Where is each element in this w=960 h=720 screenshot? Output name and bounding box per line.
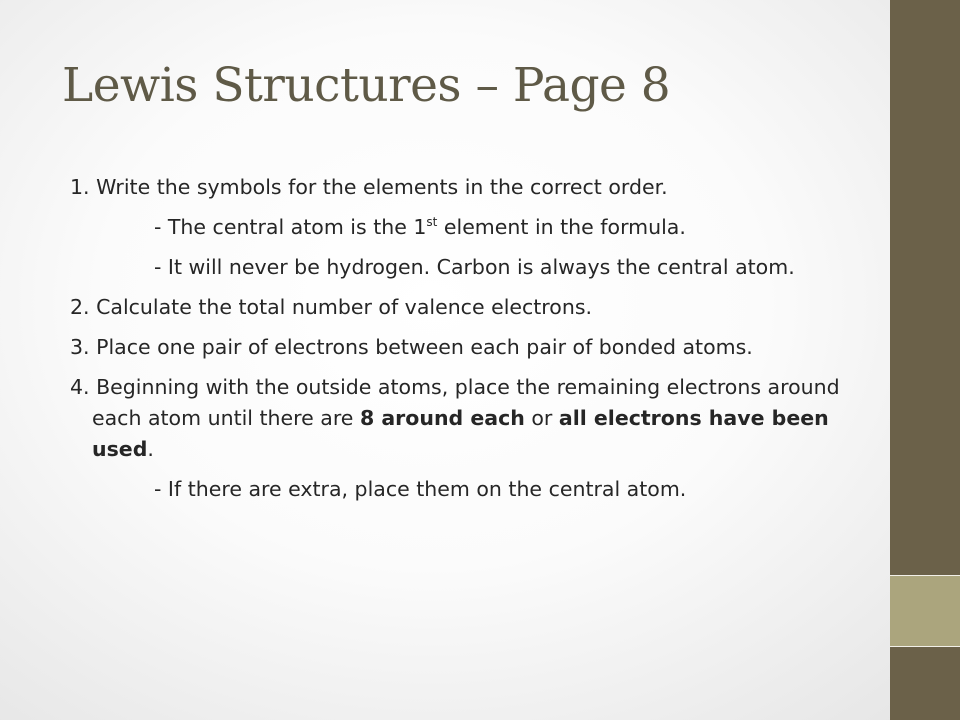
step-3: 3. Place one pair of electrons between each pair of bonded atoms.	[70, 335, 753, 359]
step-2: 2. Calculate the total number of valence electrons.	[70, 295, 593, 319]
step-1-central-atom-note	[70, 212, 840, 243]
step-4-text: 4. Beginning with the outside atoms, place the remaining electrons around each atom until there are	[70, 375, 840, 430]
step-4-conjunction: or	[524, 406, 559, 430]
sidebar-dark-bottom	[890, 647, 960, 720]
slide-body	[70, 172, 840, 514]
step-4-emphasis-eight: 8 around each	[359, 406, 525, 430]
sidebar-dark-top	[890, 0, 960, 576]
step-4-period: .	[147, 437, 154, 461]
sidebar-light-accent	[890, 576, 960, 647]
step-1-central-atom-text: - The central atom is the 1	[154, 215, 427, 239]
step-4	[70, 372, 840, 465]
step-4-emphasis-all-used: all electrons have been used	[92, 406, 829, 461]
step-1-central-atom-text-end: element in the formula.	[437, 215, 686, 239]
slide-title: Lewis Structures – Page 8	[62, 58, 671, 113]
step-1-hydrogen-note: - It will never be hydrogen. Carbon is always the central atom.	[154, 255, 795, 279]
ordinal-superscript: st	[426, 215, 438, 229]
step-1: 1. Write the symbols for the elements in the correct order.	[70, 175, 668, 199]
step-4-extra-note: - If there are extra, place them on the central atom.	[154, 477, 687, 501]
